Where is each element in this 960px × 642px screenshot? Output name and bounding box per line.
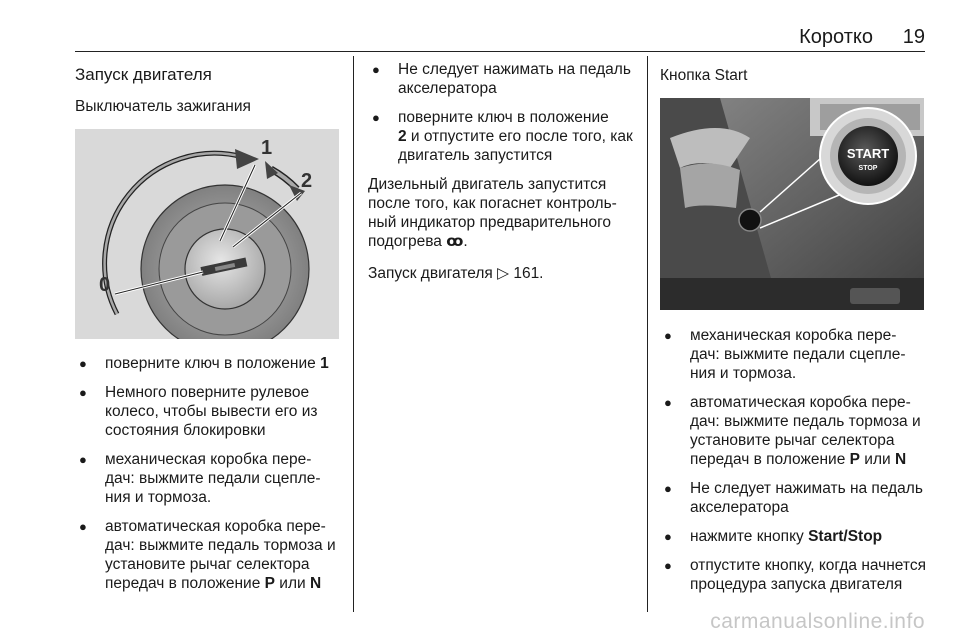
diesel-paragraph: Дизельный двигатель запустится после того, как погаснет контроль- ный индикатор предварительного подогрева ꝏ. [368,176,617,250]
position-label-1: 1 [261,137,273,159]
reference-paragraph: Запуск двигателя ▷ 161. [368,265,544,282]
position-label-2: 2 [301,170,313,192]
ignition-switch-figure [75,129,339,339]
list-item: ● поверните ключ в положение 2 и отпустите его после того, как двигатель запустится [368,108,636,165]
column-divider-2 [647,56,648,612]
column-2 [368,60,636,296]
stop-label: STOP [858,165,878,172]
section-heading: Запуск двигателя [75,65,212,84]
list-item: ● отпустите кнопку, когда начнется процедура запуска двигателя [660,556,930,594]
start-button-heading: Кнопка Start [660,67,748,84]
column-3 [660,60,930,604]
column-1 [75,60,343,603]
glow-plug-icon: ꝏ [446,233,464,250]
section-title: Коротко [799,26,873,48]
start-label: START [846,146,890,161]
start-button-photo [660,98,924,310]
position-label-0: 0 [99,274,111,296]
header-divider [75,51,925,52]
ignition-steps-list [75,354,343,593]
watermark: carmanualsonline.info [710,610,925,633]
page-header [75,26,925,50]
list-item: ● автоматическая коробка пере- дач: выжмите педаль тормоза и установите рычаг селектора передач в положение P или N [660,393,930,469]
start-button-steps-list [660,326,930,594]
list-item: ● поверните ключ в положение 1 [75,354,343,373]
ignition-subheading: Выключатель зажигания [75,98,251,115]
list-item: ● механическая коробка пере- дач: выжмите педали сцепле- ния и тормоза. [75,450,343,507]
page-number: 19 [902,26,925,48]
list-item: ● автоматическая коробка пере- дач: выжмите педаль тормоза и установите рычаг селектора передач в положение P или N [75,517,343,593]
list-item: ● Не следует нажимать на педаль акселератора [368,60,636,98]
reference-arrow-icon[interactable]: ▷ [497,265,510,282]
list-item: ● нажмите кнопку Start/Stop [660,527,930,546]
list-item: ● Немного поверните рулевое колесо, чтобы вывести его из состояния блокировки [75,383,343,440]
continued-steps-list [368,60,636,165]
column-divider-1 [353,56,354,612]
list-item: ● механическая коробка пере- дач: выжмите педали сцепле- ния и тормоза. [660,326,930,383]
list-item: ● Не следует нажимать на педаль акселератора [660,479,930,517]
